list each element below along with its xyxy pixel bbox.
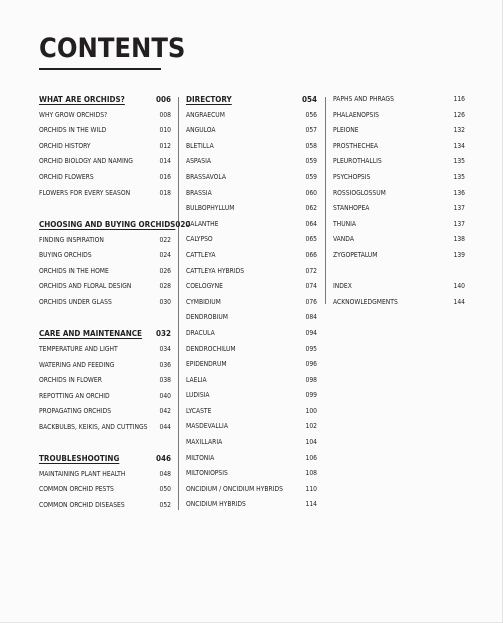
toc-entry[interactable] — [186, 111, 317, 127]
section-heading-label: TROUBLESHOOTING — [39, 454, 120, 464]
toc-entry-page: 014 — [159, 157, 171, 166]
column-divider-right — [325, 97, 326, 304]
toc-entry-label: MILTONIA — [186, 453, 215, 462]
toc-entry-page: 094 — [305, 328, 317, 337]
toc-entry-label: ORCHID FLOWERS — [39, 172, 94, 181]
toc-entry-page: 136 — [453, 188, 465, 197]
toc-entry-label: THUNIA — [333, 219, 356, 228]
section-heading[interactable] — [39, 219, 191, 236]
toc-entry-page: 058 — [305, 141, 317, 150]
toc-entry[interactable] — [39, 189, 171, 205]
toc-entry-label: ACKNOWLEDGMENTS — [333, 297, 398, 306]
toc-entry-page: 057 — [305, 126, 317, 135]
toc-entry-page: 050 — [159, 485, 171, 494]
toc-entry-label: ASPASIA — [186, 157, 211, 166]
toc-entry-page: 060 — [305, 188, 317, 197]
toc-entry[interactable] — [333, 111, 465, 127]
toc-entry-label: PLEIONE — [333, 126, 359, 135]
toc-entry-label: FLOWERS FOR EVERY SEASON — [39, 188, 131, 197]
toc-entry[interactable] — [186, 313, 317, 329]
toc-entry-label: INDEX — [333, 282, 352, 291]
toc-entry-page: 056 — [305, 110, 317, 119]
section-heading[interactable] — [186, 95, 317, 111]
toc-entry-page: 102 — [305, 422, 317, 431]
toc-entry-page: 008 — [159, 110, 171, 119]
toc-entry-label: ORCHID HISTORY — [39, 141, 91, 150]
toc-entry-page: 052 — [159, 501, 171, 510]
title-underline — [39, 68, 161, 70]
toc-entry-page: 140 — [453, 282, 465, 291]
toc-entry[interactable] — [186, 298, 317, 314]
toc-entry-label: STANHOPEA — [333, 204, 370, 213]
toc-entry-page: 038 — [159, 376, 171, 385]
toc-entry[interactable] — [39, 111, 171, 127]
toc-entry-page: 034 — [159, 344, 171, 353]
toc-entry-label: ANGULOA — [186, 126, 216, 135]
section-heading-page: 032 — [155, 329, 171, 339]
toc-entry-label: CALANTHE — [186, 219, 219, 228]
toc-entry-page: 059 — [305, 157, 317, 166]
toc-entry-page: 144 — [453, 297, 465, 306]
section-heading-label: WHAT ARE ORCHIDS? — [39, 95, 125, 104]
toc-entry[interactable] — [186, 391, 317, 407]
toc-entry[interactable] — [186, 438, 317, 454]
toc-entry[interactable] — [39, 267, 171, 283]
toc-entry[interactable] — [39, 361, 171, 377]
toc-entry-page: 076 — [305, 297, 317, 306]
toc-entry[interactable] — [186, 282, 317, 298]
column-divider-left — [178, 97, 179, 510]
toc-entry-page: 134 — [453, 141, 465, 150]
page-title: CONTENTS — [39, 33, 186, 64]
toc-entry[interactable] — [39, 142, 171, 158]
toc-entry-page: 135 — [453, 157, 465, 166]
toc-entry-label: COMMON ORCHID PESTS — [39, 485, 114, 494]
toc-entry-label: CATTLEYA HYBRIDS — [186, 266, 245, 275]
toc-entry-page: 018 — [159, 188, 171, 197]
toc-entry-page: 022 — [159, 235, 171, 244]
toc-entry-page: 010 — [159, 126, 171, 135]
toc-entry-page: 059 — [305, 172, 317, 181]
toc-entry-label: ROSSIOGLOSSUM — [333, 188, 386, 197]
toc-entry-label: VANDA — [333, 235, 354, 244]
toc-column-2 — [186, 95, 317, 516]
toc-entry-label: PROPAGATING ORCHIDS — [39, 407, 112, 416]
toc-entry-page: 012 — [159, 141, 171, 150]
toc-entry-page: 064 — [305, 219, 317, 228]
toc-entry[interactable] — [186, 220, 317, 236]
toc-entry-page: 135 — [453, 172, 465, 181]
toc-entry-page: 139 — [453, 250, 465, 259]
toc-entry[interactable] — [333, 298, 465, 314]
toc-entry-label: DENDROCHILUM — [186, 344, 236, 353]
toc-entry[interactable] — [333, 189, 465, 205]
toc-entry[interactable] — [39, 423, 171, 439]
toc-entry[interactable] — [186, 407, 317, 423]
toc-entry-page: 065 — [305, 235, 317, 244]
toc-section-directory — [186, 95, 317, 516]
toc-entry-label: BLETILLA — [186, 141, 214, 150]
toc-entry[interactable] — [186, 173, 317, 189]
toc-entry[interactable] — [39, 236, 171, 252]
toc-entry[interactable] — [39, 407, 171, 423]
toc-entry[interactable] — [39, 376, 171, 392]
toc-entry-page: 026 — [159, 266, 171, 275]
toc-entry-label: BACKBULBS, KEIKIS, AND CUTTINGS — [39, 422, 148, 431]
toc-entry-label: LYCASTE — [186, 406, 212, 415]
toc-entry[interactable] — [39, 485, 171, 501]
toc-entry[interactable] — [333, 95, 465, 111]
toc-entry-page: 096 — [305, 360, 317, 369]
section-heading[interactable] — [39, 95, 171, 111]
toc-entry-page: 137 — [453, 219, 465, 228]
toc-entry[interactable] — [333, 220, 465, 236]
toc-entry-label: TEMPERATURE AND LIGHT — [39, 344, 118, 353]
section-heading-page: 054 — [301, 95, 317, 104]
toc-entry[interactable] — [186, 376, 317, 392]
toc-entry-label: CYMBIDIUM — [186, 297, 221, 306]
toc-entry-label: ORCHID BIOLOGY AND NAMING — [39, 157, 133, 166]
toc-entry[interactable] — [333, 251, 465, 267]
toc-entry-page: 074 — [305, 282, 317, 291]
toc-entry-label: COMMON ORCHID DISEASES — [39, 501, 125, 510]
toc-column-1 — [39, 95, 191, 517]
toc-entry-label: ORCHIDS AND FLORAL DESIGN — [39, 282, 132, 291]
toc-entry-page: 137 — [453, 204, 465, 213]
toc-section-what-are-orchids — [39, 95, 171, 204]
section-heading-page: 020 — [175, 219, 191, 229]
toc-entry-label: PAPHS AND PHRAGS — [333, 95, 394, 103]
toc-entry-page: 048 — [159, 469, 171, 478]
toc-entry[interactable] — [186, 189, 317, 205]
toc-entry-page: 108 — [305, 469, 317, 478]
toc-entry[interactable] — [333, 157, 465, 173]
toc-entry[interactable] — [186, 157, 317, 173]
toc-entry[interactable] — [39, 298, 171, 314]
toc-entry[interactable] — [39, 126, 171, 142]
toc-entry[interactable] — [186, 142, 317, 158]
toc-entry-label: BULBOPHYLLUM — [186, 204, 235, 213]
toc-entry-label: ANGRAECUM — [186, 110, 225, 119]
toc-entry-page: 084 — [305, 313, 317, 322]
toc-entry-page: 040 — [159, 391, 171, 400]
toc-entry[interactable] — [186, 126, 317, 142]
toc-entry[interactable] — [333, 142, 465, 158]
section-heading[interactable] — [39, 329, 171, 345]
toc-entry[interactable] — [186, 360, 317, 376]
toc-entry-label: WATERING AND FEEDING — [39, 360, 115, 369]
toc-entry[interactable] — [186, 500, 317, 516]
toc-column-3 — [333, 95, 465, 314]
toc-entry-page: 110 — [305, 484, 317, 493]
toc-entry-page: 126 — [453, 110, 465, 119]
toc-entry[interactable] — [333, 173, 465, 189]
toc-section-choosing-and-buying — [39, 219, 191, 314]
toc-section-troubleshooting — [39, 454, 171, 516]
toc-entry-label: ORCHIDS IN THE HOME — [39, 266, 109, 275]
toc-entry[interactable] — [186, 345, 317, 361]
section-heading-page: 006 — [155, 95, 171, 104]
toc-entry-label: LUDISIA — [186, 391, 210, 400]
toc-entry[interactable] — [39, 173, 171, 189]
toc-entry-page: 028 — [159, 282, 171, 291]
toc-entry[interactable] — [186, 422, 317, 438]
toc-entry-page: 114 — [305, 500, 317, 509]
toc-entry-label: PHALAENOPSIS — [333, 110, 379, 119]
toc-entry-label: MAINTAINING PLANT HEALTH — [39, 469, 126, 478]
toc-entry-label: COELOGYNE — [186, 282, 223, 291]
toc-entry-label: WHY GROW ORCHIDS? — [39, 110, 108, 119]
toc-entry[interactable] — [39, 470, 171, 486]
toc-entry-label: MAXILLARIA — [186, 438, 223, 447]
toc-entry-label: PSYCHOPSIS — [333, 172, 371, 181]
toc-entry-label: BRASSAVOLA — [186, 172, 226, 181]
toc-entry-page: 100 — [305, 406, 317, 415]
toc-entry[interactable] — [333, 235, 465, 251]
toc-entry-label: ONCIDIUM / ONCIDIUM HYBRIDS — [186, 484, 283, 493]
toc-entry-page: 044 — [159, 422, 171, 431]
toc-entry-page: 098 — [305, 375, 317, 384]
toc-entry-page: 138 — [453, 235, 465, 244]
toc-entry[interactable] — [186, 454, 317, 470]
toc-entry-label: BRASSIA — [186, 188, 212, 197]
toc-entry-label: FINDING INSPIRATION — [39, 235, 104, 244]
toc-entry-page: 072 — [305, 266, 317, 275]
toc-entry-label: ONCIDIUM HYBRIDS — [186, 500, 246, 509]
toc-entry-page: 016 — [159, 172, 171, 181]
toc-entry-page: 104 — [305, 438, 317, 447]
toc-entry-page: 106 — [305, 453, 317, 462]
section-heading-page: 046 — [155, 454, 171, 464]
toc-entry-page: 062 — [305, 204, 317, 213]
toc-entry[interactable] — [333, 282, 465, 298]
toc-section-directory-continued — [333, 95, 465, 267]
toc-entry-label: DRACULA — [186, 328, 215, 337]
toc-entry-label: EPIDENDRUM — [186, 360, 227, 369]
toc-entry-label: CALYPSO — [186, 235, 213, 244]
toc-entry[interactable] — [39, 345, 171, 361]
toc-entry-page: 024 — [159, 251, 171, 260]
toc-entry-label: LAELIA — [186, 375, 207, 384]
toc-entry-label: ZYGOPETALUM — [333, 250, 378, 259]
toc-entry-page: 066 — [305, 250, 317, 259]
toc-entry-page: 116 — [453, 95, 465, 103]
toc-entry-label: PROSTHECHEA — [333, 141, 379, 150]
toc-entry[interactable] — [333, 204, 465, 220]
toc-section-back-matter — [333, 282, 465, 313]
toc-entry[interactable] — [186, 204, 317, 220]
toc-entry-label: PLEUROTHALLIS — [333, 157, 382, 166]
section-heading-label: CARE AND MAINTENANCE — [39, 329, 142, 339]
toc-entry-label: BUYING ORCHIDS — [39, 251, 92, 260]
section-heading-label: CHOOSING AND BUYING ORCHIDS — [39, 219, 176, 229]
toc-entry-page: 099 — [305, 391, 317, 400]
toc-entry-page: 132 — [453, 126, 465, 135]
toc-entry-page: 042 — [159, 407, 171, 416]
toc-entry-label: DENDROBIUM — [186, 313, 228, 322]
toc-entry-label: ORCHIDS IN THE WILD — [39, 126, 107, 135]
section-heading[interactable] — [39, 454, 171, 470]
toc-entry[interactable] — [186, 267, 317, 283]
toc-entry[interactable] — [39, 282, 171, 298]
toc-entry[interactable] — [333, 126, 465, 142]
toc-entry[interactable] — [39, 251, 171, 267]
toc-entry-label: MASDEVALLIA — [186, 422, 228, 431]
toc-entry[interactable] — [39, 392, 171, 408]
toc-entry[interactable] — [186, 251, 317, 267]
toc-section-care-and-maintenance — [39, 329, 171, 438]
toc-entry[interactable] — [186, 329, 317, 345]
toc-entry-label: MILTONIOPSIS — [186, 469, 228, 478]
toc-entry-label: ORCHIDS UNDER GLASS — [39, 297, 112, 306]
toc-entry-page: 036 — [159, 360, 171, 369]
toc-entry[interactable] — [39, 501, 171, 517]
toc-entry-label: ORCHIDS IN FLOWER — [39, 376, 102, 385]
toc-entry-page: 095 — [305, 344, 317, 353]
toc-entry[interactable] — [186, 485, 317, 501]
section-heading-label: DIRECTORY — [186, 95, 232, 104]
toc-entry[interactable] — [39, 157, 171, 173]
toc-entry[interactable] — [186, 235, 317, 251]
toc-entry-page: 030 — [159, 297, 171, 306]
toc-entry-label: CATTLEYA — [186, 250, 216, 259]
toc-entry-label: REPOTTING AN ORCHID — [39, 391, 110, 400]
toc-entry[interactable] — [186, 469, 317, 485]
